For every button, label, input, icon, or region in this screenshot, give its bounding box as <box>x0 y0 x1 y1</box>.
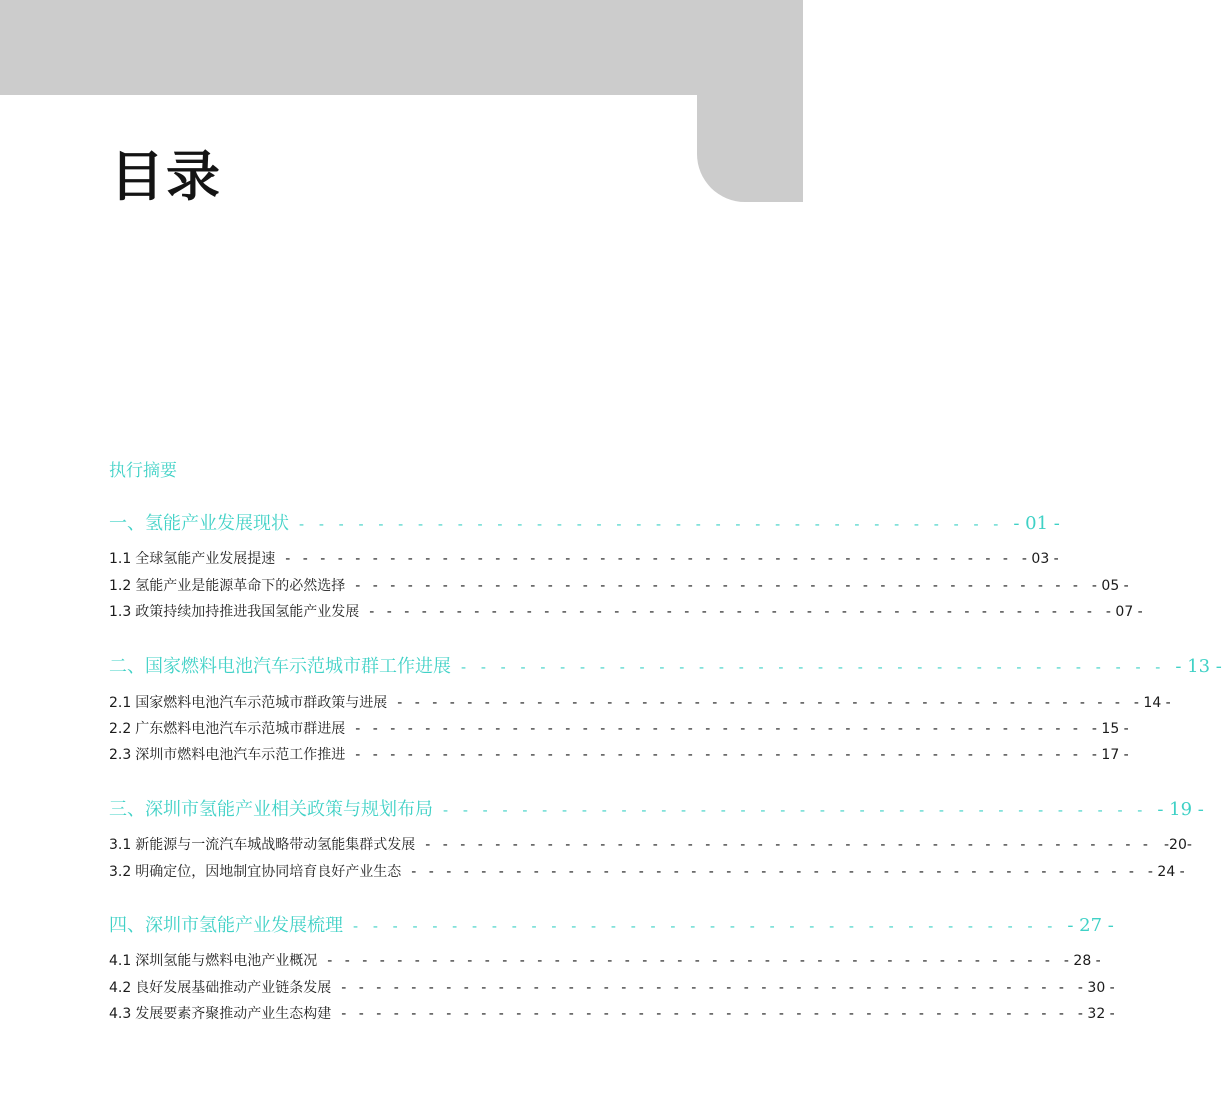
toc-leader: - - - - - - - - - - - - - - - - - - - - - - - - - - - - - - - - - - - - <box>443 801 1148 819</box>
toc-item-label: 新能源与一流汽车城战略带动氢能集群式发展 <box>135 837 416 853</box>
header-tab <box>697 95 803 202</box>
toc-item-page: - 03 - <box>1021 551 1059 567</box>
toc-item-label: 全球氢能产业发展提速 <box>135 551 276 567</box>
toc-item-num: 3.1 <box>109 837 132 853</box>
toc-leader: - - - - - - - - - - - - - - - - - - - - - - - - - - - - - - - - - - - - - - - - - - <box>355 578 1082 594</box>
toc-item-label: 明确定位，因地制宜协同培育良好产业生态 <box>135 864 402 880</box>
toc-section-4[interactable] <box>109 911 1114 937</box>
toc-item-num: 4.2 <box>109 980 132 996</box>
toc-section-label: 三、深圳市氢能产业相关政策与规划布局 <box>109 799 433 820</box>
toc-item-page: -20- <box>1163 837 1192 853</box>
toc-item-page: - 07 - <box>1105 604 1143 620</box>
toc-leader: - - - - - - - - - - - - - - - - - - - - - - - - - - - - - - - - - - - - - - - - - - <box>355 747 1082 763</box>
header-band <box>0 0 803 95</box>
toc-leader: - - - - - - - - - - - - - - - - - - - - - - - - - - - - - - - - - - - - - - - - - - <box>341 980 1068 996</box>
toc-leader: - - - - - - - - - - - - - - - - - - - - - - - - - - - - - - - - - - - - - - - - - - <box>355 721 1082 737</box>
toc-item-label: 良好发展基础推动产业链条发展 <box>135 980 332 996</box>
toc-item-page: - 24 - <box>1147 864 1185 880</box>
toc-item-num: 1.1 <box>109 551 132 567</box>
toc-item-page: - 05 - <box>1091 578 1129 594</box>
toc-item-3-1[interactable] <box>109 834 1192 854</box>
toc-item-4-2[interactable] <box>109 977 1115 997</box>
toc-item-label: 深圳市燃料电池汽车示范工作推进 <box>135 747 346 763</box>
toc-item-2-1[interactable] <box>109 692 1171 712</box>
toc-leader: - - - - - - - - - - - - - - - - - - - - - - - - - - - - - - - - - - - - - - - - - - <box>369 604 1096 620</box>
toc-item-label: 深圳氢能与燃料电池产业概况 <box>135 953 318 969</box>
toc-item-1-1[interactable] <box>109 548 1059 568</box>
toc-exec-summary-label: 执行摘要 <box>109 461 177 481</box>
toc-section-label: 二、国家燃料电池汽车示范城市群工作进展 <box>109 656 451 677</box>
toc-leader: - - - - - - - - - - - - - - - - - - - - - - - - - - - - - - - - - - - - - - - - - - <box>327 953 1054 969</box>
toc-item-3-2[interactable] <box>109 861 1185 881</box>
toc-item-2-3[interactable] <box>109 744 1129 764</box>
toc-leader: - - - - - - - - - - - - - - - - - - - - - - - - - - - - - - - - - - - - <box>299 515 1004 533</box>
toc-section-1[interactable] <box>109 509 1060 535</box>
toc-item-1-3[interactable] <box>109 601 1143 621</box>
toc-section-page: - 19 - <box>1157 799 1204 820</box>
toc-item-label: 国家燃料电池汽车示范城市群政策与进展 <box>135 695 388 711</box>
toc-section-page: - 27 - <box>1067 915 1114 936</box>
toc-leader: - - - - - - - - - - - - - - - - - - - - - - - - - - - - - - - - - - - - <box>353 917 1058 935</box>
toc-section-label: 一、氢能产业发展现状 <box>109 513 289 534</box>
toc-item-num: 2.3 <box>109 747 132 763</box>
toc-exec-summary[interactable] <box>109 456 639 481</box>
toc-item-num: 2.2 <box>109 721 132 737</box>
toc-item-page: - 30 - <box>1077 980 1115 996</box>
toc-item-page: - 14 - <box>1133 695 1171 711</box>
toc-section-3[interactable] <box>109 795 1204 821</box>
toc-item-num: 3.2 <box>109 864 132 880</box>
toc-item-page: - 17 - <box>1091 747 1129 763</box>
toc-leader: - - - - - - - - - - - - - - - - - - - - - - - - - - - - - - - - - - - - - - - - - - <box>411 864 1138 880</box>
toc-item-label: 氢能产业是能源革命下的必然选择 <box>135 578 346 594</box>
toc-item-num: 2.1 <box>109 695 132 711</box>
toc-item-page: - 32 - <box>1077 1006 1115 1022</box>
toc-item-num: 1.2 <box>109 578 132 594</box>
toc-section-label: 四、深圳市氢能产业发展梳理 <box>109 915 343 936</box>
toc-section-2[interactable] <box>109 652 1222 678</box>
toc-item-num: 4.1 <box>109 953 132 969</box>
toc-item-page: - 28 - <box>1063 953 1101 969</box>
toc-item-num: 4.3 <box>109 1006 132 1022</box>
toc-item-4-1[interactable] <box>109 950 1101 970</box>
toc-leader: - - - - - - - - - - - - - - - - - - - - - - - - - - - - - - - - - - - - <box>461 658 1166 676</box>
toc-item-2-2[interactable] <box>109 718 1129 738</box>
toc-leader: - - - - - - - - - - - - - - - - - - - - - - - - - - - - - - - - - - - - - - - - - - <box>425 837 1152 853</box>
page-title: 目录 <box>110 144 222 208</box>
toc-section-page: - 13 - <box>1175 656 1222 677</box>
toc-leader: - - - - - - - - - - - - - - - - - - - - - - - - - - - - - - - - - - - - - - - - - - <box>397 695 1124 711</box>
toc-item-1-2[interactable] <box>109 575 1129 595</box>
toc-section-page: - 01 - <box>1013 513 1060 534</box>
toc-item-label: 发展要素齐聚推动产业生态构建 <box>135 1006 332 1022</box>
toc-item-label: 政策持续加持推进我国氢能产业发展 <box>135 604 360 620</box>
toc-leader: - - - - - - - - - - - - - - - - - - - - - - - - - - - - - - - - - - - - - - - - - - <box>341 1006 1068 1022</box>
toc-item-page: - 15 - <box>1091 721 1129 737</box>
toc-item-4-3[interactable] <box>109 1003 1115 1023</box>
toc-item-label: 广东燃料电池汽车示范城市群进展 <box>135 721 346 737</box>
toc-leader: - - - - - - - - - - - - - - - - - - - - - - - - - - - - - - - - - - - - - - - - - - <box>285 551 1012 567</box>
toc-item-num: 1.3 <box>109 604 132 620</box>
